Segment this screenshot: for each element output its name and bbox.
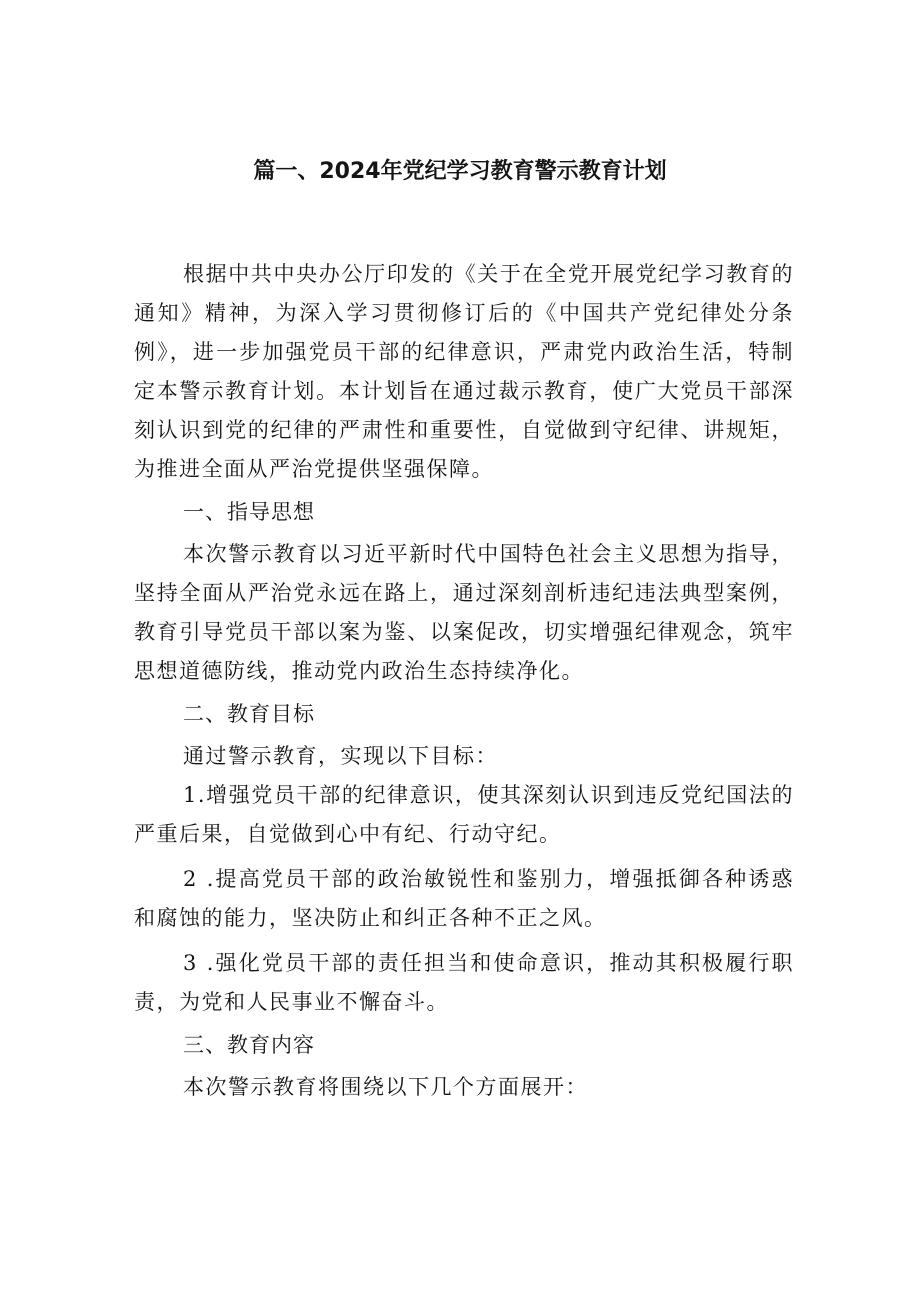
guiding-ideology-paragraph: 本次警示教育以习近平新时代中国特色社会主义思想为指导，坚持全面从严治党永远在路上，通过深刻剖析违纪违法典型案例，教育引导党员干部以案为鉴、以案促改，切实增强纪律观念，筑牢思想道德防线，推动党内政治生态持续净化。 [134,542,794,683]
document-body [134,255,794,1107]
section-heading-education-content: 三、教育内容 [183,1033,315,1057]
goal-item-2: 2 .提高党员干部的政治敏锐性和鉴别力，增强抵御各种诱惑和腐蚀的能力，坚决防止和纠正各种不正之风。 [134,867,794,930]
intro-paragraph: 根据中共中央办公厅印发的《关于在全党开展党纪学习教育的通知》精神，为深入学习贯彻修订后的《中国共产党纪律处分条例》，进一步加强党员干部的纪律意识，严肃党内政治生活，特制定本警示教育计划。本计划旨在通过裁示教育，使广大党员干部深刻认识到党的纪律的严肃性和重要性，自觉做到守纪律、讲规矩，为推进全面从严治党提供坚强保障。 [134,262,794,481]
education-content-lead: 本次警示教育将围绕以下几个方面展开： [183,1075,588,1099]
goal-item-1: 1.增强党员干部的纪律意识，使其深刻认识到违反党纪国法的严重后果，自觉做到心中有纪、行动守纪。 [134,783,794,846]
section-heading-guiding-ideology: 一、指导思想 [183,500,315,524]
document-title: 篇一、2024年党纪学习教育警示教育计划 [253,159,667,184]
education-goals-lead: 通过警示教育，实现以下目标： [183,744,498,768]
goal-item-3: 3 .强化党员干部的责任担当和使命意识，推动其积极履行职责，为党和人民事业不懈奋斗。 [134,951,794,1014]
section-heading-education-goals: 二、教育目标 [183,702,315,726]
